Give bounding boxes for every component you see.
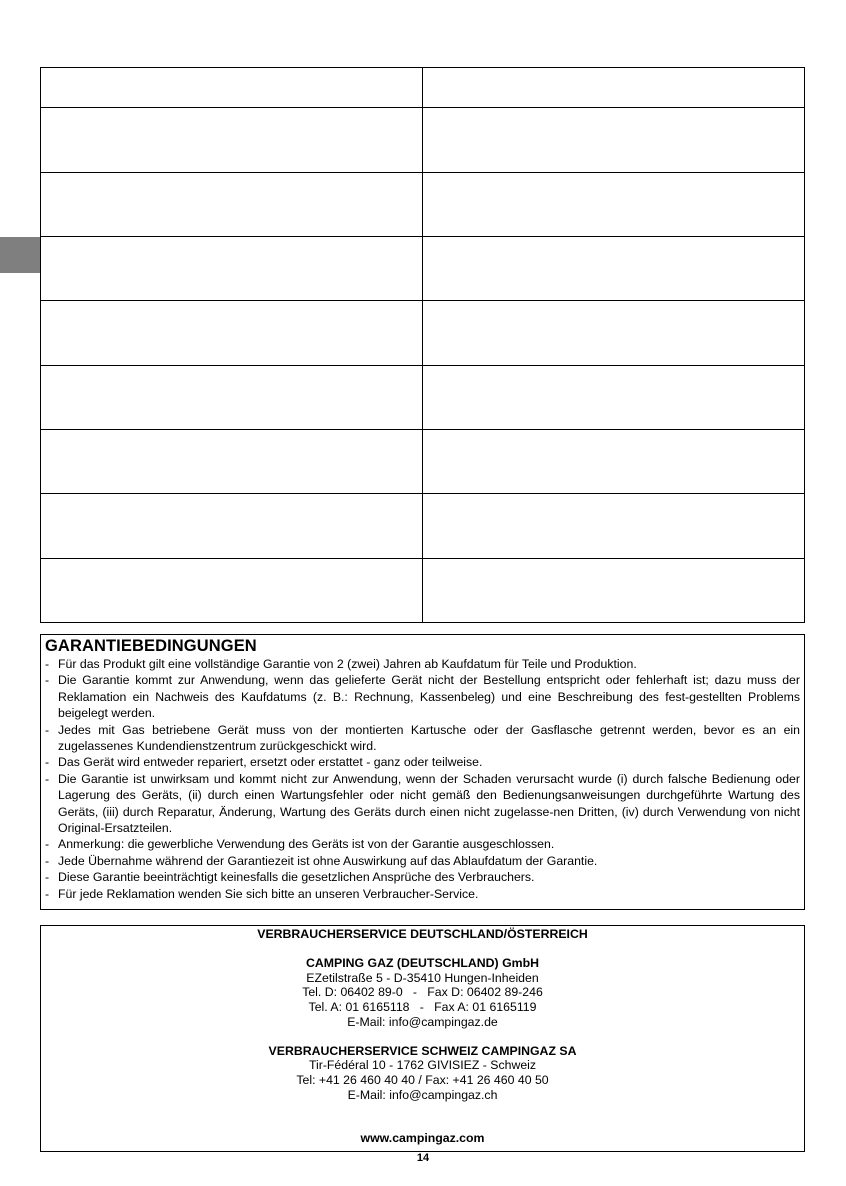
switzerland-phone-fax: Tel: +41 26 460 40 40 / Fax: +41 26 460 40 50 <box>296 1072 549 1087</box>
table-cell[interactable] <box>41 558 423 622</box>
table-cell[interactable] <box>423 558 805 622</box>
list-item: - Die Garantie kommt zur Anwendung, wenn das gelieferte Gerät nicht der Bestellung entspricht oder fehlerhaft ist; dazu muss der Reklamation ein Nachweis des Kaufdatums (z. B.: Rechnung, Kassenbeleg) und eine Beschreibung des fest-gestellten Problems beigelegt werden. <box>45 672 800 721</box>
table-cell[interactable] <box>423 68 805 108</box>
table-cell[interactable] <box>41 68 423 108</box>
warranty-conditions-box <box>40 634 805 910</box>
blank-form-table <box>40 67 805 623</box>
warranty-conditions-title: GARANTIEBEDINGUNGEN <box>45 637 257 655</box>
table-row <box>41 558 805 622</box>
table-cell[interactable] <box>41 494 423 558</box>
table-row <box>41 68 805 108</box>
table-cell[interactable] <box>423 108 805 172</box>
table-cell[interactable] <box>423 429 805 493</box>
list-item: - Für das Produkt gilt eine vollständige Garantie von 2 (zwei) Jahren ab Kaufdatum für Teile und Produktion. <box>45 656 800 672</box>
warranty-conditions-list <box>45 656 800 902</box>
table-cell[interactable] <box>41 172 423 236</box>
list-item: - Für jede Reklamation wenden Sie sich bitte an unseren Verbraucher-Service. <box>45 886 800 902</box>
switzerland-address: Tir-Fédéral 10 - 1762 GIVISIEZ - Schweiz <box>308 1058 537 1073</box>
language-side-tab <box>0 237 40 273</box>
switzerland-service-heading: VERBRAUCHERSERVICE SCHWEIZ CAMPINGAZ SA <box>268 1043 577 1058</box>
list-item: - Diese Garantie beeinträchtigt keinesfalls die gesetzlichen Ansprüche des Verbrauchers. <box>45 869 800 885</box>
table-row <box>41 494 805 558</box>
austria-phone-fax: Tel. A: 01 6165118 - Fax A: 01 6165119 <box>308 999 537 1014</box>
switzerland-email[interactable]: E-Mail: info@campingaz.ch <box>347 1087 498 1102</box>
table-row <box>41 172 805 236</box>
table-cell[interactable] <box>423 365 805 429</box>
table-cell[interactable] <box>423 172 805 236</box>
list-item: - Das Gerät wird entweder repariert, ersetzt oder erstattet - ganz oder teilweise. <box>45 754 800 770</box>
page-number: 14 <box>416 1152 430 1164</box>
table-cell[interactable] <box>41 429 423 493</box>
table-row <box>41 236 805 300</box>
list-item: - Jedes mit Gas betriebene Gerät muss von der montierten Kartusche oder der Gasflasche getrennt werden, bevor es an ein zugelassenes Kundendienstzentrum zurückgeschickt wird. <box>45 722 800 755</box>
table-cell[interactable] <box>41 108 423 172</box>
germany-company-name: CAMPING GAZ (DEUTSCHLAND) GmbH <box>306 956 539 971</box>
table-cell[interactable] <box>423 494 805 558</box>
table-cell[interactable] <box>41 236 423 300</box>
website-link[interactable]: www.campingaz.com <box>360 1131 485 1146</box>
table-cell[interactable] <box>41 365 423 429</box>
list-item: - Anmerkung: die gewerbliche Verwendung des Geräts ist von der Garantie ausgeschlossen. <box>45 836 800 852</box>
list-item: - Die Garantie ist unwirksam und kommt nicht zur Anwendung, wenn der Schaden verursacht wurde (i) durch falsche Bedienung oder Lagerung des Geräts, (ii) durch einen Wartungsfehler oder nicht gemäß den Bedienungsanweisungen durchgeführte Wartung des Geräts, (iii) durch Reparatur, Änderung, Wartung des Geräts durch einen nicht zugelasse-nen Dritten, (iv) durch Verwendung von nicht Original-Ersatzteilen. <box>45 771 800 837</box>
table-row <box>41 108 805 172</box>
table-cell[interactable] <box>41 301 423 365</box>
consumer-service-box <box>40 925 805 1152</box>
table-row <box>41 429 805 493</box>
table-row <box>41 365 805 429</box>
germany-email[interactable]: E-Mail: info@campingaz.de <box>347 1014 498 1029</box>
table-cell[interactable] <box>423 236 805 300</box>
germany-austria-service-heading: VERBRAUCHERSERVICE DEUTSCHLAND/ÖSTERREICH <box>257 927 588 941</box>
germany-address: EZetilstraße 5 - D-35410 Hungen-Inheiden <box>306 970 539 985</box>
germany-phone-fax: Tel. D: 06402 89-0 - Fax D: 06402 89-246 <box>302 985 543 1000</box>
table-cell[interactable] <box>423 301 805 365</box>
table-row <box>41 301 805 365</box>
list-item: - Jede Übernahme während der Garantiezeit ist ohne Auswirkung auf das Ablaufdatum der Garantie. <box>45 853 800 869</box>
